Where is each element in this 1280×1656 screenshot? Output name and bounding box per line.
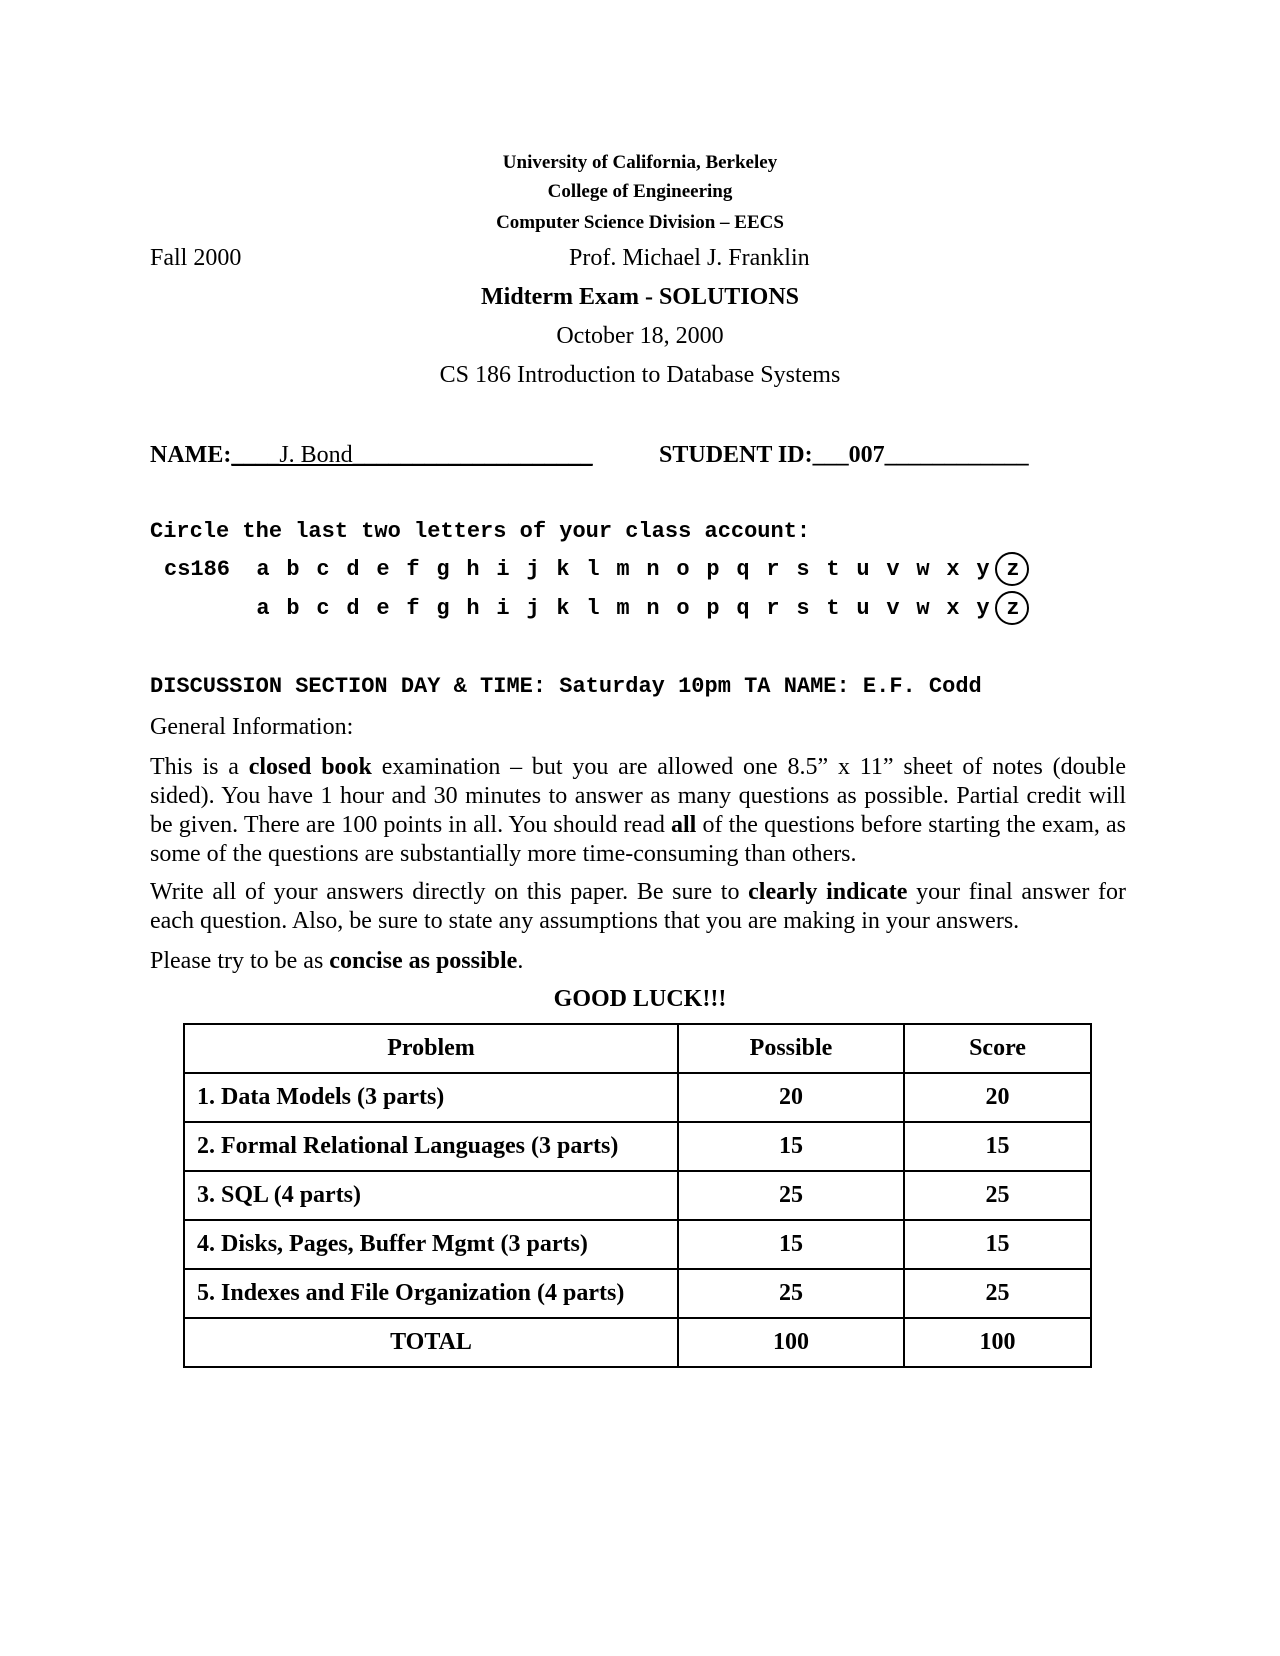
name-field (150, 442, 593, 469)
letter-option[interactable]: g (436, 557, 450, 582)
letter-option[interactable]: m (616, 596, 630, 621)
header-problem: Problem (184, 1024, 678, 1073)
student-id-value: ___007____________ (812, 442, 1029, 468)
letter-option[interactable]: p (706, 596, 720, 621)
letter-option[interactable]: o (676, 557, 690, 582)
letter-option[interactable]: g (436, 596, 450, 621)
letter-option[interactable]: v (886, 596, 900, 621)
letter-option[interactable]: a (256, 557, 270, 582)
letter-option[interactable]: k (556, 596, 570, 621)
info-paragraph-1 (150, 753, 1126, 869)
letter-option[interactable]: c (316, 557, 330, 582)
account-letters-row-1 (164, 557, 1028, 582)
letter-option[interactable]: b (286, 557, 300, 582)
header-score: Score (904, 1024, 1091, 1073)
text-run: your final answer for each question. Also, be sure to state any assumptions that you are making in your answers. (150, 879, 1126, 934)
account-letters-row-2 (248, 596, 1028, 621)
problem-cell: 1. Data Models (3 parts) (184, 1073, 678, 1122)
problem-cell: 3. SQL (4 parts) (184, 1171, 678, 1220)
possible-cell: 25 (678, 1269, 904, 1318)
letter-option[interactable]: t (826, 557, 840, 582)
letter-option[interactable]: v (886, 557, 900, 582)
account-prompt: Circle the last two letters of your class account: (150, 519, 811, 544)
letter-option[interactable]: h (466, 557, 480, 582)
header-possible: Possible (678, 1024, 904, 1073)
letter-option[interactable]: s (796, 557, 810, 582)
table-row (184, 1073, 1091, 1122)
letter-option[interactable]: l (586, 596, 600, 621)
problem-cell: 5. Indexes and File Organization (4 parts) (184, 1269, 678, 1318)
table-row (184, 1269, 1091, 1318)
university-name: University of California, Berkeley (502, 152, 778, 173)
letter-option[interactable]: n (646, 557, 660, 582)
letter-option-circled[interactable]: z (998, 596, 1028, 621)
letter-option[interactable]: h (466, 596, 480, 621)
letter-option[interactable]: x (946, 557, 960, 582)
possible-cell: 25 (678, 1171, 904, 1220)
table-row (184, 1122, 1091, 1171)
problem-cell: 4. Disks, Pages, Buffer Mgmt (3 parts) (184, 1220, 678, 1269)
letter-option[interactable]: s (796, 596, 810, 621)
student-id-label: STUDENT ID: (659, 442, 813, 468)
letter-option-circled[interactable]: z (998, 557, 1028, 582)
letter-option[interactable]: m (616, 557, 630, 582)
letter-option[interactable]: t (826, 596, 840, 621)
text-run: . (517, 948, 524, 974)
letter-option[interactable]: q (736, 557, 750, 582)
course-title: CS 186 Introduction to Database Systems (439, 362, 841, 388)
letter-option[interactable]: r (766, 557, 780, 582)
score-cell: 25 (904, 1269, 1091, 1318)
division-name: Computer Science Division – EECS (496, 212, 784, 233)
letter-option[interactable]: n (646, 596, 660, 621)
score-cell: 15 (904, 1220, 1091, 1269)
letter-option[interactable]: j (526, 596, 540, 621)
letter-option[interactable]: b (286, 596, 300, 621)
table-row (184, 1220, 1091, 1269)
letter-option[interactable]: w (916, 557, 930, 582)
name-value: ____J. Bond____________________ (231, 442, 593, 468)
letter-option[interactable]: e (376, 596, 390, 621)
letter-option[interactable]: a (256, 596, 270, 621)
problem-cell: 2. Formal Relational Languages (3 parts) (184, 1122, 678, 1171)
term: Fall 2000 (150, 245, 242, 271)
letter-option[interactable]: r (766, 596, 780, 621)
college-name: College of Engineering (547, 181, 733, 202)
letter-option[interactable]: f (406, 557, 420, 582)
letter-option[interactable]: x (946, 596, 960, 621)
professor: Prof. Michael J. Franklin (569, 245, 810, 271)
text-run: examination – but you are allowed one 8.5” x 11” sheet of notes (double sided). You have 1 hour and 30 minutes to answer as many questions as possible. Partial credit will be given. There are 100 points in all. You should read (150, 754, 1126, 838)
letter-option[interactable]: c (316, 596, 330, 621)
table-row (184, 1171, 1091, 1220)
text-run: Write all of your answers directly on this paper. Be sure to (150, 879, 749, 905)
possible-cell: 15 (678, 1122, 904, 1171)
letter-option[interactable]: y (976, 557, 990, 582)
score-table (183, 1023, 1092, 1368)
emphasis: closed book (248, 754, 372, 780)
letter-option[interactable]: d (346, 596, 360, 621)
table-total-row (184, 1318, 1091, 1367)
letter-option[interactable]: j (526, 557, 540, 582)
letter-option[interactable]: f (406, 596, 420, 621)
letter-option[interactable]: i (496, 596, 510, 621)
letter-option[interactable]: l (586, 557, 600, 582)
total-possible: 100 (678, 1318, 904, 1367)
info-paragraph-3 (150, 947, 1126, 976)
letter-option[interactable]: u (856, 596, 870, 621)
score-cell: 15 (904, 1122, 1091, 1171)
account-prefix: cs186 (164, 557, 231, 582)
score-cell: 20 (904, 1073, 1091, 1122)
emphasis: clearly indicate (748, 879, 908, 905)
letter-option[interactable]: d (346, 557, 360, 582)
name-label: NAME: (150, 442, 232, 468)
emphasis: concise as possible (329, 948, 518, 974)
total-label: TOTAL (184, 1318, 678, 1367)
letter-option[interactable]: e (376, 557, 390, 582)
score-cell: 25 (904, 1171, 1091, 1220)
good-luck: GOOD LUCK!!! (553, 986, 727, 1012)
letter-option[interactable]: u (856, 557, 870, 582)
possible-cell: 20 (678, 1073, 904, 1122)
text-run: This is a (150, 754, 249, 780)
text-run: Please try to be as (150, 948, 330, 974)
emphasis: all (671, 812, 697, 838)
possible-cell: 15 (678, 1220, 904, 1269)
exam-date: October 18, 2000 (556, 323, 724, 349)
total-score: 100 (904, 1318, 1091, 1367)
letter-option[interactable]: i (496, 557, 510, 582)
table-header-row (184, 1024, 1091, 1073)
text-run: of the questions before starting the exam, as some of the questions are substantially more time-consuming than others. (150, 812, 1126, 867)
letter-option[interactable]: y (976, 596, 990, 621)
general-info-heading: General Information: (150, 714, 354, 740)
letter-option[interactable]: q (736, 596, 750, 621)
letter-option[interactable]: p (706, 557, 720, 582)
discussion-line: DISCUSSION SECTION DAY & TIME: Saturday 10pm TA NAME: E.F. Codd (150, 674, 982, 699)
info-paragraph-2 (150, 878, 1126, 936)
exam-title: Midterm Exam - SOLUTIONS (481, 284, 799, 310)
letter-option[interactable]: k (556, 557, 570, 582)
letter-option[interactable]: o (676, 596, 690, 621)
student-id-field (659, 442, 1029, 469)
letter-option[interactable]: w (916, 596, 930, 621)
